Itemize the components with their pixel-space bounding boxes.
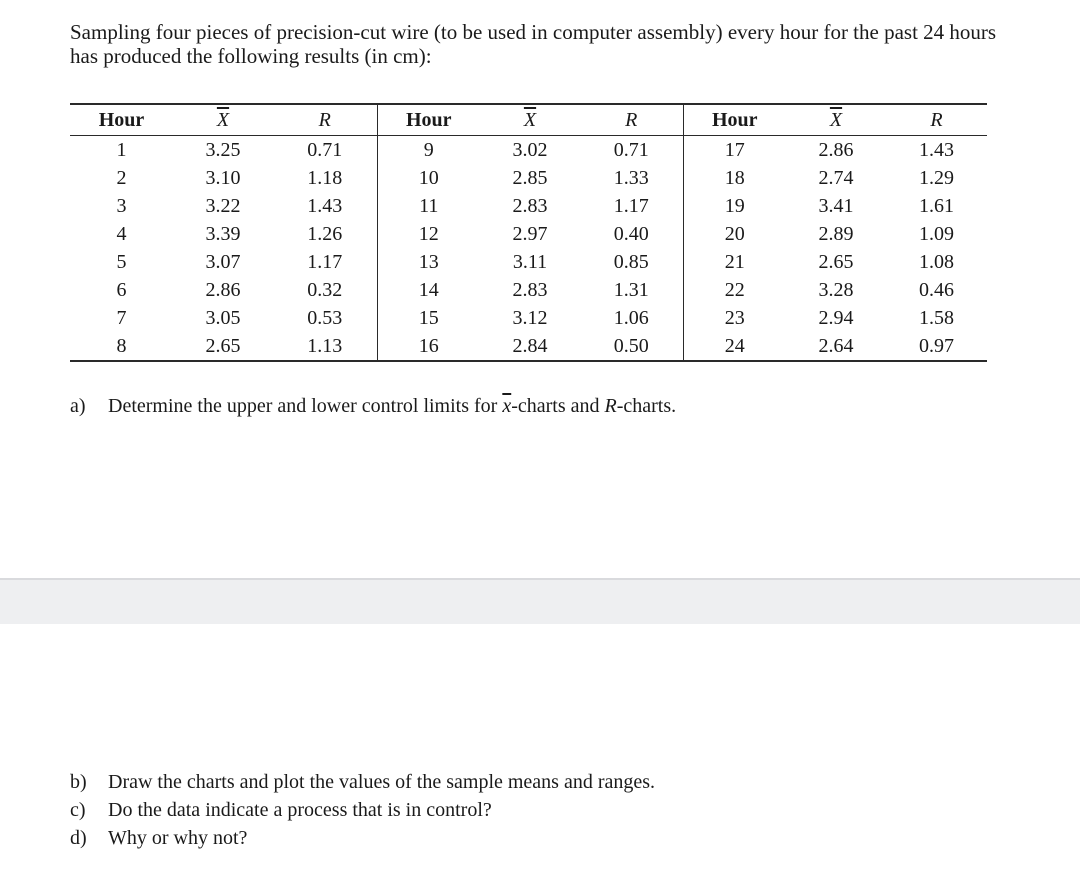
range-cell: 0.32 <box>307 279 343 301</box>
header-hour: Hour <box>683 104 786 136</box>
range-cell: 0.40 <box>613 223 649 245</box>
xbar-cell: 2.83 <box>512 279 548 301</box>
xbar-cell: 3.10 <box>205 167 241 189</box>
xbar-cell: 3.41 <box>818 195 854 217</box>
question-d <box>70 824 247 852</box>
question-a <box>70 392 676 420</box>
question-d-text: Why or why not? <box>108 827 248 849</box>
range-cell: 1.43 <box>919 139 954 161</box>
question-a-text-after: -charts. <box>616 395 677 417</box>
hour-cell: 4 <box>116 223 127 245</box>
hour-cell: 1 <box>116 139 127 161</box>
range-cell: 1.13 <box>273 332 377 361</box>
hour-cell: 9 <box>377 136 480 165</box>
hour-cell: 20 <box>683 220 786 248</box>
question-a-text-before: Determine the upper and lower control limits for <box>108 395 503 417</box>
range-cell: 1.43 <box>307 195 343 217</box>
hour-cell: 8 <box>70 332 173 361</box>
hour-cell: 13 <box>377 248 480 276</box>
header-r: R <box>580 104 683 136</box>
question-letter: a) <box>70 395 86 417</box>
question-a-text-middle: -charts and <box>511 395 605 417</box>
range-cell: 1.31 <box>613 279 649 301</box>
range-cell: 1.18 <box>307 167 343 189</box>
xbar-cell: 2.84 <box>480 332 580 361</box>
question-c <box>70 796 492 824</box>
range-cell: 1.08 <box>919 251 954 273</box>
table-row <box>70 164 987 192</box>
range-cell: 0.85 <box>613 251 649 273</box>
range-cell: 0.53 <box>307 307 343 329</box>
hour-cell: 14 <box>377 276 480 304</box>
hour-cell: 6 <box>116 279 127 301</box>
xbar-cell: 2.64 <box>786 332 886 361</box>
intro-paragraph: Sampling four pieces of precision-cut wire (to be used in computer assembly) every hour for the past 24 hours has produced the following results (in cm): <box>70 20 997 68</box>
xbar-cell: 2.83 <box>512 195 548 217</box>
hour-cell: 24 <box>683 332 786 361</box>
sample-results-table <box>70 103 987 362</box>
hour-cell: 12 <box>377 220 480 248</box>
hour-cell: 19 <box>683 192 786 220</box>
header-xbar: $\overline{X}$ <box>786 104 886 136</box>
table-row <box>70 332 987 361</box>
header-hour: Hour <box>70 104 173 136</box>
hour-cell: 22 <box>683 276 786 304</box>
table-header-row <box>70 104 987 136</box>
header-r: R <box>273 104 377 136</box>
page-divider-band <box>0 578 1080 624</box>
xbar-cell: 3.02 <box>512 139 548 161</box>
hour-cell: 5 <box>116 251 127 273</box>
range-cell: 1.61 <box>919 195 954 217</box>
table-row <box>70 220 987 248</box>
table-row <box>70 248 987 276</box>
xbar-symbol: $\overline{x}$ <box>502 395 512 417</box>
question-letter: c) <box>70 799 86 821</box>
xbar-cell: 3.12 <box>512 307 548 329</box>
range-cell: 1.33 <box>613 167 649 189</box>
hour-cell: 11 <box>377 192 480 220</box>
hour-cell: 15 <box>377 304 480 332</box>
hour-cell: 3 <box>116 195 127 217</box>
question-letter: b) <box>70 771 87 793</box>
hour-cell: 23 <box>683 304 786 332</box>
hour-cell: 2 <box>116 167 127 189</box>
xbar-cell: 2.89 <box>818 223 854 245</box>
range-cell: 1.17 <box>613 195 649 217</box>
question-b <box>70 768 655 796</box>
xbar-cell: 2.65 <box>818 251 854 273</box>
hour-cell: 16 <box>377 332 480 361</box>
xbar-cell: 2.86 <box>818 139 854 161</box>
table-row <box>70 276 987 304</box>
range-cell: 0.71 <box>307 139 343 161</box>
header-r: R <box>886 104 987 136</box>
range-cell: 1.26 <box>307 223 343 245</box>
xbar-cell: 2.86 <box>205 279 241 301</box>
xbar-cell: 2.94 <box>818 307 854 329</box>
range-cell: 1.58 <box>919 307 954 329</box>
range-cell: 0.50 <box>580 332 683 361</box>
range-cell: 0.46 <box>919 279 954 301</box>
question-c-text: Do the data indicate a process that is in control? <box>108 799 492 821</box>
xbar-cell: 2.74 <box>818 167 854 189</box>
range-cell: 1.29 <box>919 167 954 189</box>
header-hour: Hour <box>377 104 480 136</box>
hour-cell: 7 <box>116 307 127 329</box>
xbar-cell: 2.97 <box>512 223 548 245</box>
range-cell: 1.06 <box>613 307 649 329</box>
hour-cell: 17 <box>683 136 786 165</box>
header-xbar: $\overline{X}$ <box>173 104 273 136</box>
question-letter: d) <box>70 827 87 849</box>
range-cell: 1.17 <box>307 251 343 273</box>
xbar-cell: 3.28 <box>818 279 854 301</box>
xbar-cell: 3.05 <box>205 307 241 329</box>
r-symbol: R <box>604 395 617 417</box>
table-row <box>70 192 987 220</box>
range-cell: 0.71 <box>613 139 649 161</box>
hour-cell: 21 <box>683 248 786 276</box>
hour-cell: 10 <box>377 164 480 192</box>
xbar-cell: 3.25 <box>205 139 241 161</box>
question-b-text: Draw the charts and plot the values of the sample means and ranges. <box>108 771 656 793</box>
xbar-cell: 2.85 <box>512 167 548 189</box>
xbar-cell: 2.65 <box>173 332 273 361</box>
table-row <box>70 304 987 332</box>
xbar-cell: 3.22 <box>205 195 241 217</box>
range-cell: 1.09 <box>919 223 954 245</box>
xbar-cell: 3.07 <box>205 251 241 273</box>
xbar-cell: 3.11 <box>512 251 548 273</box>
hour-cell: 18 <box>683 164 786 192</box>
table-row <box>70 136 987 165</box>
xbar-cell: 3.39 <box>205 223 241 245</box>
header-xbar: $\overline{X}$ <box>480 104 580 136</box>
range-cell: 0.97 <box>886 332 987 361</box>
